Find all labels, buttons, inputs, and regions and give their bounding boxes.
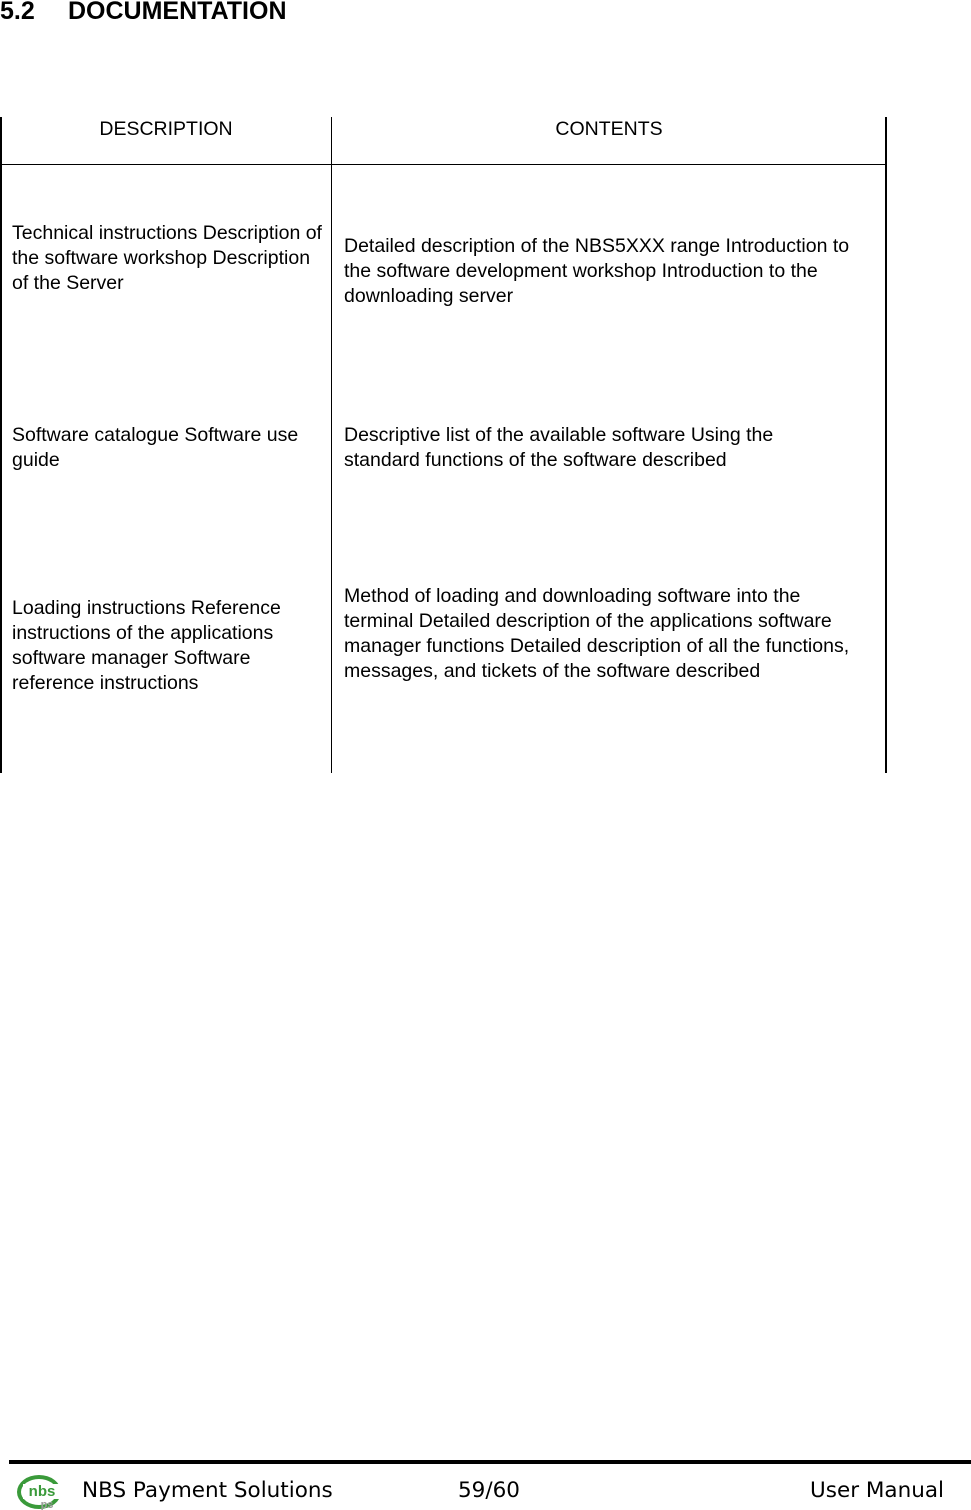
section-heading (0, 0, 287, 28)
nbs-logo (15, 1470, 67, 1510)
footer-rule (9, 1460, 971, 1464)
column-header-description: DESCRIPTION (99, 118, 233, 140)
table-row-3-description: Loading instructions Reference instructions of the applications software manager Software reference instructions (12, 597, 281, 694)
table-row-2-description: Software catalogue Software use guide (12, 424, 299, 471)
footer-page-number: 59/60 (458, 1478, 520, 1503)
table-header-rule (0, 164, 887, 165)
table-row-1-description: Technical instructions Description of the software workshop Description of the Server (12, 222, 322, 294)
table-row-1-contents: Detailed description of the NBS5XXX range Introduction to the software development workshop Introduction to the downloading server (344, 235, 850, 307)
svg-text:nbs: nbs (28, 1483, 56, 1500)
section-number: 5.2 (0, 0, 35, 25)
table-border-right (885, 117, 887, 773)
page-footer (0, 1466, 971, 1510)
documentation-table (0, 117, 887, 773)
table-row-2-contents: Descriptive list of the available software Using the standard functions of the software described (344, 424, 774, 471)
table-border-left (0, 117, 2, 773)
column-header-contents: CONTENTS (555, 118, 663, 140)
svg-text:ps: ps (40, 1499, 54, 1510)
footer-company: NBS Payment Solutions (82, 1478, 333, 1503)
table-row-3-contents: Method of loading and downloading software into the terminal Detailed description of the applications software manager functions Detailed description of all the functions, messages, and tickets of the software described (344, 585, 850, 682)
table-divider (331, 117, 332, 773)
footer-document-type: User Manual (810, 1478, 944, 1503)
section-title: DOCUMENTATION (68, 0, 287, 25)
